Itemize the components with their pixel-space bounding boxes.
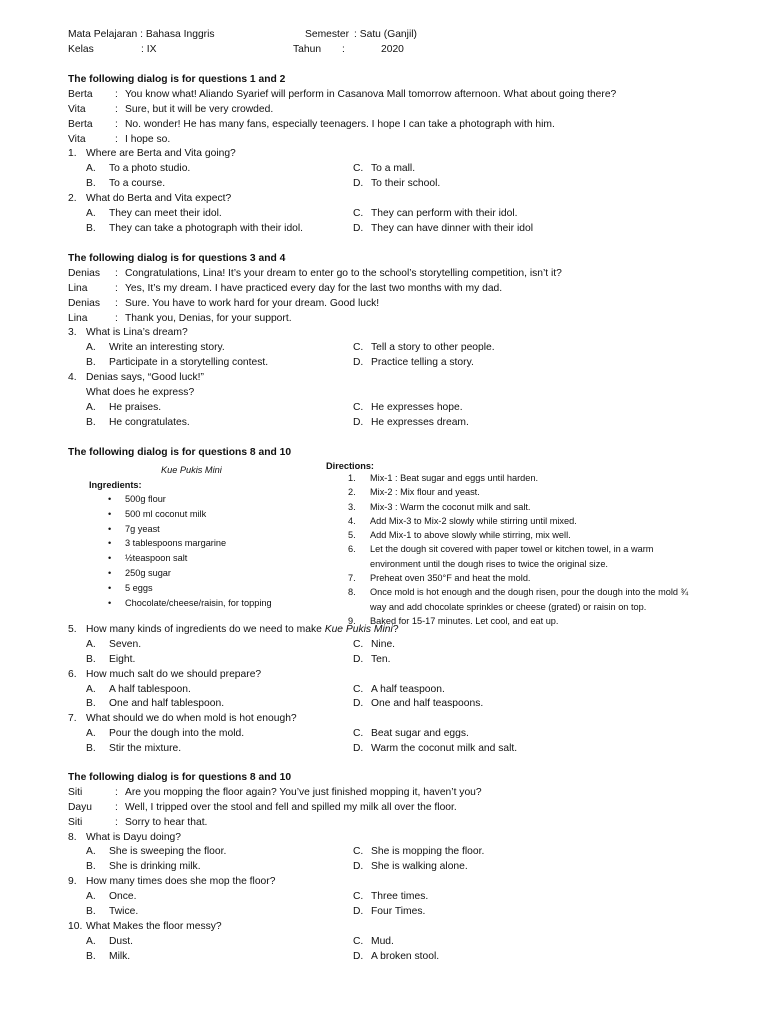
step-number: 9. <box>348 615 356 626</box>
class-label: Kelas <box>68 44 94 55</box>
section-heading: The following dialog is for questions 8 and 10 <box>68 772 292 783</box>
step-text: Baked for 15-17 minutes. Let cool, and eat up. <box>370 615 559 626</box>
speaker: Vita <box>68 133 86 145</box>
step-text: Add Mix-3 to Mix-2 slowly while stirring until mixed. <box>370 515 577 526</box>
question-text: What is Lina’s dream? <box>86 327 188 339</box>
ingredients-list <box>88 492 308 610</box>
direction-step <box>348 514 693 528</box>
section-heading: The following dialog is for questions 3 and 4 <box>68 253 286 264</box>
option-text: One and half tablespoon. <box>109 698 225 710</box>
option-text: She is mopping the floor. <box>371 846 485 858</box>
colon: : <box>115 282 118 294</box>
direction-step <box>348 542 693 571</box>
question-text-italic: Kue Pukis Mini <box>324 624 393 635</box>
section-questions-3-4 <box>68 252 718 431</box>
option-text: They can have dinner with their idol <box>371 222 533 234</box>
option-letter: D. <box>353 950 364 962</box>
option-text: A half tablespoon. <box>109 683 191 695</box>
utterance: No. wonder! He has many fans, especially teenagers. I hope I can take a photograph with him. <box>125 118 555 130</box>
direction-step <box>348 500 693 514</box>
semester-value: : Satu (Ganjil) <box>354 29 417 40</box>
direction-step <box>348 571 693 585</box>
option-letter: B. <box>86 653 96 665</box>
option-text: Twice. <box>109 906 139 918</box>
option-text: A half teaspoon. <box>371 683 445 695</box>
colon: : <box>115 118 118 130</box>
option-letter: C. <box>353 401 364 413</box>
year-value: 2020 <box>381 44 404 55</box>
question-9 <box>68 875 718 920</box>
option-letter: C. <box>353 846 364 858</box>
step-number: 6. <box>348 544 356 555</box>
option-letter: A. <box>86 891 96 903</box>
option-letter: B. <box>86 357 96 369</box>
utterance: I hope so. <box>125 133 171 145</box>
section-questions-8-10 <box>68 771 718 965</box>
option-text: Nine. <box>371 638 396 650</box>
dialog-line <box>68 88 718 103</box>
option-letter: D. <box>353 357 364 369</box>
option-letter: D. <box>353 698 364 710</box>
question-number: 3. <box>68 327 77 339</box>
ingredient-item: • 250g sugar <box>88 566 308 581</box>
question-text-main: How many kinds of ingredients do we need to make <box>86 624 322 635</box>
option-text: Eight. <box>109 653 136 665</box>
question-number: 9. <box>68 876 77 888</box>
option-text: Dust. <box>109 935 134 947</box>
direction-step <box>348 528 693 542</box>
option-text: To a mall. <box>371 163 416 175</box>
question-4 <box>68 371 718 431</box>
option-letter: B. <box>86 861 96 873</box>
option-letter: D. <box>353 743 364 755</box>
speaker: Lina <box>68 312 88 324</box>
speaker: Berta <box>68 118 93 130</box>
question-8 <box>68 831 718 876</box>
option-letter: A. <box>86 728 96 740</box>
step-text: Once mold is hot enough and the dough risen, pour the dough into the mold ¾ way and add chocolate sprinkles or cheese (grated) or raisin on top. <box>370 587 689 612</box>
dialog-line <box>68 297 718 312</box>
option-text: She is walking alone. <box>371 861 468 873</box>
question-number: 2. <box>68 193 77 205</box>
step-number: 8. <box>348 587 356 598</box>
option-letter: A. <box>86 342 96 354</box>
ingredient-item: • 500g flour <box>88 492 308 507</box>
question-number: 8. <box>68 831 77 843</box>
step-text: Mix-1 : Beat sugar and eggs until harden. <box>370 473 539 483</box>
option-text: Ten. <box>371 653 391 665</box>
option-letter: A. <box>86 401 96 413</box>
semester-label: Semester <box>305 29 350 40</box>
step-number: 5. <box>348 530 356 541</box>
option-letter: B. <box>86 950 96 962</box>
speaker: Dayu <box>68 801 93 813</box>
option-text: Seven. <box>109 638 142 650</box>
speaker: Siti <box>68 786 83 798</box>
step-number: 7. <box>348 573 356 584</box>
dialog-line <box>68 786 718 801</box>
speaker: Vita <box>68 103 86 115</box>
dialog-line <box>68 103 718 118</box>
speaker: Denias <box>68 297 101 309</box>
question-text: How much salt do we should prepare? <box>86 668 262 680</box>
utterance: Are you mopping the floor again? You’ve just finished mopping it, haven’t you? <box>125 786 482 798</box>
directions-list <box>348 471 693 628</box>
option-text: To their school. <box>371 178 441 190</box>
option-text: He congratulates. <box>109 416 190 428</box>
speaker: Berta <box>68 88 93 100</box>
year-colon: : <box>342 44 345 55</box>
question-number: 5. <box>68 624 77 635</box>
question-5 <box>68 623 718 668</box>
option-text: Beat sugar and eggs. <box>371 728 469 740</box>
question-mark: ? <box>392 624 399 635</box>
option-letter: B. <box>86 222 96 234</box>
colon: : <box>115 267 118 279</box>
section-heading: The following dialog is for questions 1 and 2 <box>68 74 286 85</box>
option-text: They can take a photograph with their idol. <box>109 222 304 234</box>
direction-step <box>348 585 693 614</box>
question-7 <box>68 712 718 757</box>
step-number: 2. <box>348 487 356 498</box>
question-number: 6. <box>68 668 77 680</box>
option-text: Once. <box>109 891 137 903</box>
colon: : <box>115 103 118 115</box>
section-questions-5-7 <box>68 623 718 757</box>
question-text-cont: What does he express? <box>86 387 195 399</box>
option-text: They can meet their idol. <box>109 208 222 220</box>
class-value: : IX <box>141 44 157 55</box>
dialog-line <box>68 816 718 831</box>
utterance: Thank you, Denias, for your support. <box>125 312 292 324</box>
question-text: What Makes the floor messy? <box>86 920 222 932</box>
question-10 <box>68 920 718 965</box>
option-text: Warm the coconut milk and salt. <box>371 743 518 755</box>
dialog <box>68 786 718 831</box>
question-text <box>86 623 399 638</box>
option-letter: A. <box>86 208 96 220</box>
question-3 <box>68 326 718 371</box>
ingredient-item: • 3 tablespoons margarine <box>88 536 308 551</box>
option-letter: A. <box>86 935 96 947</box>
colon: : <box>115 88 118 100</box>
question-text: What do Berta and Vita expect? <box>86 193 232 205</box>
step-text: Let the dough sit covered with paper towel or kitchen towel, in a warm environment until the dough rises to twice the original size. <box>370 544 654 569</box>
colon: : <box>115 133 118 145</box>
dialog-line <box>68 133 718 148</box>
option-text: Mud. <box>371 935 394 947</box>
question-number: 4. <box>68 372 77 384</box>
option-text: He praises. <box>109 401 162 413</box>
option-letter: C. <box>353 728 364 740</box>
option-letter: D. <box>353 906 364 918</box>
ingredient-item: • ½teaspoon salt <box>88 551 308 566</box>
utterance: Sure. You have to work hard for your dream. Good luck! <box>125 297 380 309</box>
question-number: 7. <box>68 713 77 725</box>
colon: : <box>115 786 118 798</box>
option-text: She is drinking milk. <box>109 861 201 873</box>
speaker: Siti <box>68 816 83 828</box>
option-text: Milk. <box>109 950 131 962</box>
dialog <box>68 88 718 148</box>
option-text: He expresses hope. <box>371 401 463 413</box>
dialog-line <box>68 267 718 282</box>
question-1 <box>68 147 718 192</box>
ingredient-item: • 500 ml coconut milk <box>88 507 308 522</box>
speaker: Lina <box>68 282 88 294</box>
question-text: Denias says, “Good luck!” <box>86 372 204 384</box>
option-text: Stir the mixture. <box>109 743 182 755</box>
option-letter: C. <box>353 342 364 354</box>
colon: : <box>115 312 118 324</box>
option-text: Practice telling a story. <box>371 357 474 369</box>
option-text: One and half teaspoons. <box>371 698 484 710</box>
speaker: Denias <box>68 267 101 279</box>
question-2 <box>68 192 718 237</box>
option-letter: C. <box>353 683 364 695</box>
option-text: He expresses dream. <box>371 416 469 428</box>
option-letter: C. <box>353 891 364 903</box>
option-letter: B. <box>86 416 96 428</box>
ingredient-item: • 5 eggs <box>88 581 308 596</box>
option-letter: B. <box>86 178 96 190</box>
option-letter: C. <box>353 163 364 175</box>
question-6 <box>68 668 718 713</box>
option-text: Participate in a storytelling contest. <box>109 357 269 369</box>
dialog <box>68 267 718 327</box>
utterance: Congratulations, Lina! It’s your dream to enter go to the school’s storytelling competition, isn’t it? <box>125 267 562 279</box>
option-letter: D. <box>353 222 364 234</box>
question-number: 1. <box>68 148 77 160</box>
question-text: What is Dayu doing? <box>86 831 182 843</box>
option-letter: D. <box>353 178 364 190</box>
option-text: To a photo studio. <box>109 163 191 175</box>
dialog-line <box>68 118 718 133</box>
utterance: Yes, It’s my dream. I have practiced every day for the last two months with my dad. <box>125 282 503 294</box>
option-letter: A. <box>86 846 96 858</box>
question-text: Where are Berta and Vita going? <box>86 148 236 160</box>
option-text: Three times. <box>371 891 429 903</box>
utterance: You know what! Aliando Syarief will perform in Casanova Mall tomorrow afternoon. What about going there? <box>125 88 617 100</box>
subject-label: Mata Pelajaran : Bahasa Inggris <box>68 29 215 40</box>
section-heading: The following dialog is for questions 8 and 10 <box>68 447 292 458</box>
ingredients-label: Ingredients: <box>89 480 142 490</box>
option-text: Pour the dough into the mold. <box>109 728 245 740</box>
option-text: A broken stool. <box>371 950 440 962</box>
option-text: Tell a story to other people. <box>371 342 495 354</box>
recipe-title: Kue Pukis Mini <box>161 465 222 475</box>
option-letter: C. <box>353 208 364 220</box>
option-letter: A. <box>86 163 96 175</box>
utterance: Well, I tripped over the stool and fell and spilled my milk all over the floor. <box>125 801 457 813</box>
option-letter: C. <box>353 638 364 650</box>
section-questions-1-2 <box>68 73 718 237</box>
step-text: Mix-2 : Mix flour and yeast. <box>370 487 480 498</box>
dialog-line <box>68 312 718 327</box>
option-letter: D. <box>353 861 364 873</box>
colon: : <box>115 816 118 828</box>
dialog-line <box>68 801 718 816</box>
direction-step <box>348 471 693 485</box>
option-letter: D. <box>353 416 364 428</box>
step-number: 4. <box>348 515 356 526</box>
dialog-line <box>68 282 718 297</box>
utterance: Sure, but it will be very crowded. <box>125 103 274 115</box>
option-letter: B. <box>86 698 96 710</box>
option-letter: A. <box>86 638 96 650</box>
utterance: Sorry to hear that. <box>125 816 208 828</box>
question-text: What should we do when mold is hot enough? <box>86 713 297 725</box>
step-number: 3. <box>348 501 356 512</box>
year-label: Tahun <box>293 44 322 55</box>
ingredient-item: • 7g yeast <box>88 522 308 537</box>
option-letter: D. <box>353 653 364 665</box>
question-text: How many times does she mop the floor? <box>86 876 276 888</box>
colon: : <box>115 297 118 309</box>
colon: : <box>115 801 118 813</box>
step-number: 1. <box>348 473 356 483</box>
option-text: They can perform with their idol. <box>371 208 518 220</box>
direction-step <box>348 485 693 499</box>
option-letter: A. <box>86 683 96 695</box>
option-text: To a course. <box>109 178 166 190</box>
option-text: She is sweeping the floor. <box>109 846 227 858</box>
directions-label: Directions: <box>326 461 374 471</box>
step-text: Add Mix-1 to above slowly while stirring, mix well. <box>370 530 571 541</box>
option-letter: C. <box>353 935 364 947</box>
option-letter: B. <box>86 906 96 918</box>
step-text: Mix-3 : Warm the coconut milk and salt. <box>370 501 531 512</box>
option-text: Write an interesting story. <box>109 342 225 354</box>
option-text: Four Times. <box>371 906 426 918</box>
question-number: 10. <box>68 920 83 932</box>
ingredient-item: • Chocolate/cheese/raisin, for topping <box>88 596 308 611</box>
option-letter: B. <box>86 743 96 755</box>
step-text: Preheat oven 350°F and heat the mold. <box>370 573 531 584</box>
